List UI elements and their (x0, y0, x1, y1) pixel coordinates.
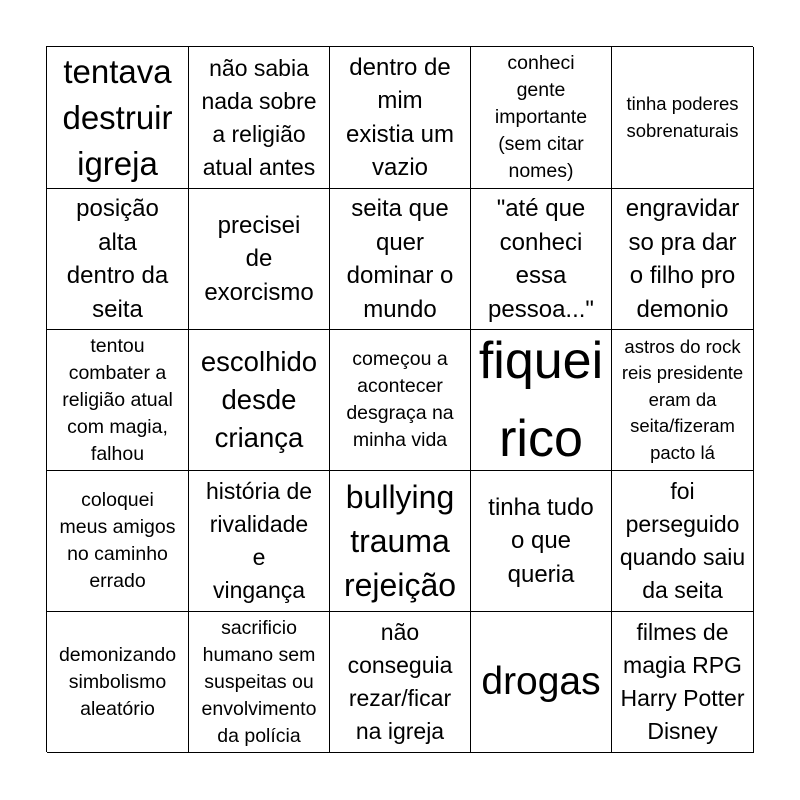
bingo-cell[interactable]: tinha tudo o que queria (471, 471, 612, 612)
bingo-cell[interactable]: tinha poderes sobrenaturais (612, 47, 754, 189)
bingo-cell[interactable]: não conseguia rezar/ficar na igreja (330, 612, 471, 753)
bingo-cell[interactable]: foi perseguido quando saiu da seita (612, 471, 754, 612)
bingo-cell[interactable]: "até que conheci essa pessoa..." (471, 189, 612, 330)
bingo-cell[interactable]: história de rivalidade e vingança (189, 471, 330, 612)
bingo-cell[interactable]: posição alta dentro da seita (47, 189, 189, 330)
bingo-cell[interactable]: astros do rock reis presidente eram da seita/fizeram pacto lá (612, 330, 754, 471)
bingo-cell[interactable]: sacrificio humano sem suspeitas ou envolvimento da polícia (189, 612, 330, 753)
bingo-cell[interactable]: drogas (471, 612, 612, 753)
bingo-cell[interactable]: começou a acontecer desgraça na minha vida (330, 330, 471, 471)
bingo-cell[interactable]: precisei de exorcismo (189, 189, 330, 330)
bingo-cell[interactable]: fiquei rico (471, 330, 612, 471)
bingo-cell[interactable]: não sabia nada sobre a religião atual antes (189, 47, 330, 189)
bingo-cell[interactable]: engravidar so pra dar o filho pro demonio (612, 189, 754, 330)
bingo-cell[interactable]: seita que quer dominar o mundo (330, 189, 471, 330)
bingo-cell[interactable]: conheci gente importante (sem citar nomes) (471, 47, 612, 189)
bingo-cell[interactable]: bullying trauma rejeição (330, 471, 471, 612)
bingo-cell[interactable]: demonizando simbolismo aleatório (47, 612, 189, 753)
bingo-cell[interactable]: coloquei meus amigos no caminho errado (47, 471, 189, 612)
bingo-cell[interactable]: escolhido desde criança (189, 330, 330, 471)
bingo-cell[interactable]: dentro de mim existia um vazio (330, 47, 471, 189)
bingo-board (46, 46, 753, 752)
bingo-cell[interactable]: filmes de magia RPG Harry Potter Disney (612, 612, 754, 753)
bingo-cell[interactable]: tentava destruir igreja (47, 47, 189, 189)
bingo-cell[interactable]: tentou combater a religião atual com magia, falhou (47, 330, 189, 471)
